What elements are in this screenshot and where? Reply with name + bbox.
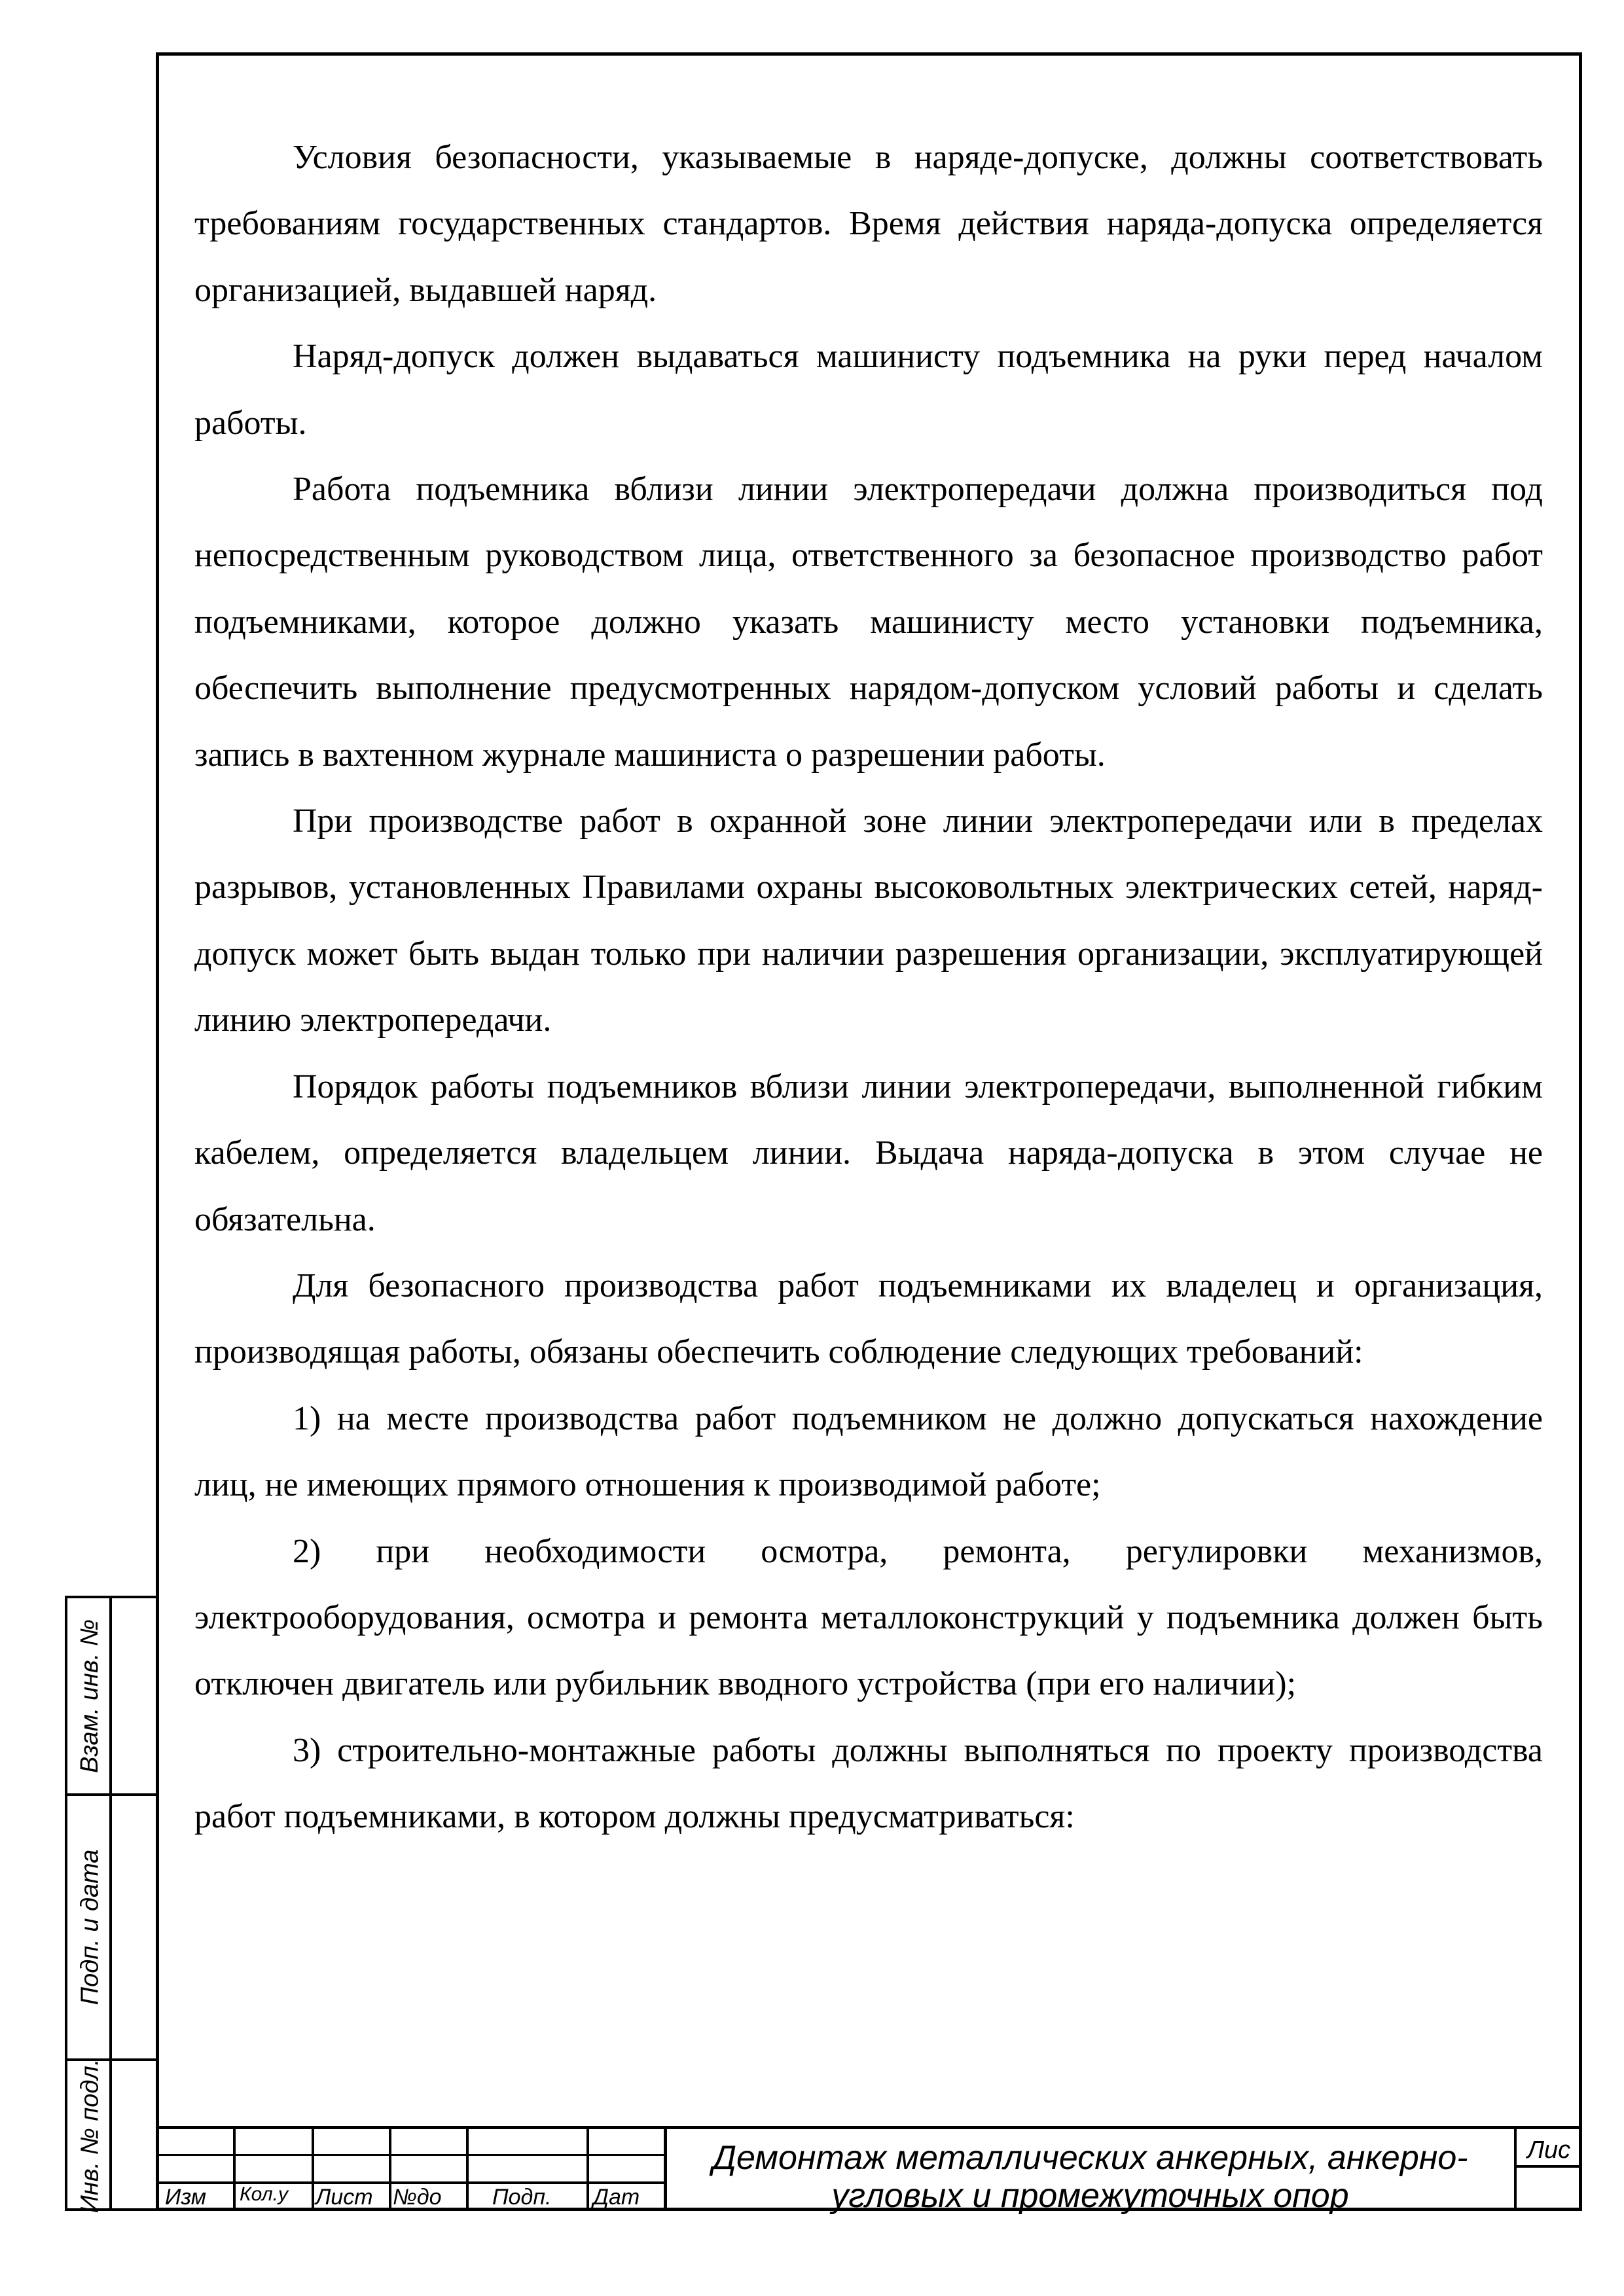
stamp-izm: Изм — [165, 2185, 207, 2210]
side-label-inv-podl: Инв. № подл. — [76, 2058, 104, 2214]
paragraph: Порядок работы подъемников вблизи линии электропередачи, выполненной гибким кабелем, определяется владельцем линии. Выдача наряда-допуска в этом случае не обязательна. — [194, 1067, 1543, 1238]
side-label-vzam: Взам. инв. № — [76, 1619, 104, 1773]
paragraph: 2) при необходимости осмотра, ремонта, регулировки механизмов, электрооборудования, осмотра и ремонта металлоконструкций у подъемника должен быть отключен двигатель или рубильник вводного устройства (при его наличии); — [194, 1532, 1543, 1703]
paragraph: При производстве работ в охранной зоне линии электропередачи или в пределах разрывов, установленных Правилами охраны высоковольтных электрических сетей, наряд-допуск может быть выдан только при наличии разрешения организации, эксплуатирующей линию электропередачи. — [194, 802, 1543, 1039]
side-stamp — [65, 1596, 156, 2214]
document-title-line-1: Демонтаж металлических анкерных, анкерно- — [712, 2139, 1468, 2177]
stamp-list: Лист — [316, 2185, 373, 2210]
paragraph: Наряд-допуск должен выдаваться машинисту подъемника на руки перед началом работы. — [194, 338, 1543, 442]
document-title — [666, 2139, 1514, 2215]
paragraph: 1) на месте производства работ подъемником не должно допускаться нахождение лиц, не имеющих прямого отношения к производимой работе; — [194, 1399, 1543, 1504]
side-label-podp-data: Подп. и дата — [76, 1849, 104, 2005]
side-cell-podp — [67, 1796, 156, 2061]
document-body — [194, 124, 1543, 1850]
document-title-line-2: угловых и промежуточных опор — [831, 2177, 1349, 2215]
stamp-kol-uch: Кол.у — [240, 2183, 288, 2205]
title-block — [156, 2126, 1582, 2215]
paragraph: Для безопасного производства работ подъемниками их владелец и организация, производящая работы, обязаны обеспечить соблюдение следующих требований: — [194, 1266, 1543, 1371]
stamp-podp: Подп. — [492, 2185, 552, 2210]
stamp-ndoc: №до — [393, 2185, 442, 2210]
stamp-list-label: Лис — [1527, 2136, 1571, 2164]
paragraph: 3) строительно-монтажные работы должны выполняться по проекту производства работ подъемниками, в котором должны предусматриваться: — [194, 1731, 1543, 1836]
stamp-data: Дат — [593, 2185, 640, 2210]
paragraph: Условия безопасности, указываемые в наряде-допуске, должны соответствовать требованиям государственных стандартов. Время действия наряда-допуска определяется организацией, выдавшей наряд. — [194, 139, 1543, 309]
side-cell-inv — [67, 2058, 156, 2214]
paragraph: Работа подъемника вблизи линии электропередачи должна производиться под непосредственным руководством лица, ответственного за безопасное производство работ подъемниками, которое должно указать машинисту место установки подъемника, обеспечить выполнение предусмотренных нарядом-допуском условий работы и сделать запись в вахтенном журнале машиниста о разрешении работы. — [194, 471, 1543, 774]
side-cell-vzam — [67, 1598, 156, 1796]
